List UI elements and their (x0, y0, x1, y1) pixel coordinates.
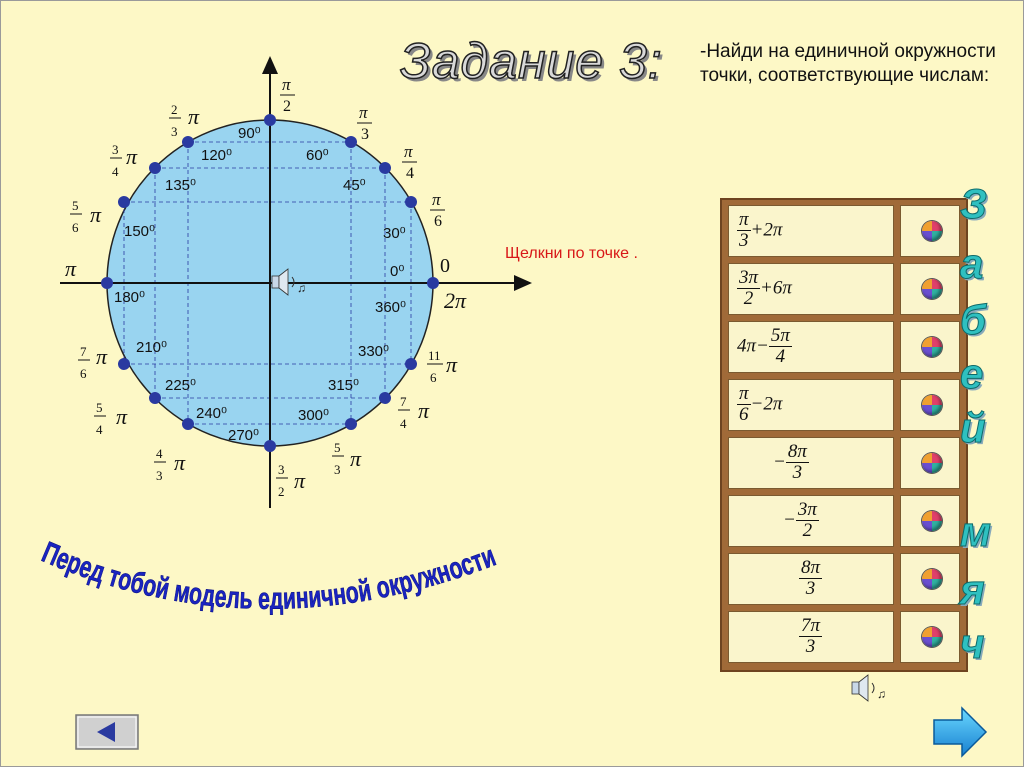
ball-icon[interactable] (922, 221, 942, 241)
svg-text:π: π (96, 344, 108, 369)
expression-cell: 4π− $\frac{5\pi}{4}$ (728, 321, 894, 373)
ball-icon[interactable] (922, 395, 942, 415)
svg-text:π: π (432, 190, 441, 209)
vertical-letter: я (960, 566, 985, 613)
svg-text:π: π (359, 103, 368, 122)
svg-text:π: π (404, 142, 413, 161)
deg-label-60: 60⁰ (306, 147, 329, 164)
svg-text:7: 7 (80, 344, 87, 359)
deg-label-30: 30⁰ (383, 225, 406, 242)
deg-label-0: 0⁰ (390, 263, 405, 280)
svg-text:♫: ♫ (877, 687, 886, 701)
vertical-letter: а (960, 240, 984, 287)
exercise-table (720, 198, 968, 672)
vertical-letter: е (960, 350, 984, 397)
svg-text:2: 2 (283, 98, 291, 115)
ball-icon[interactable] (922, 337, 942, 357)
svg-text:♫: ♫ (297, 281, 306, 295)
svg-text:3: 3 (334, 462, 341, 477)
deg-label-210: 210⁰ (136, 339, 168, 356)
svg-text:6: 6 (72, 220, 79, 235)
svg-text:Перед тобой модель единичной о (37, 536, 506, 616)
svg-text:2: 2 (278, 484, 285, 499)
speaker-icon[interactable] (850, 672, 890, 704)
table-row (728, 321, 960, 373)
svg-text:4: 4 (112, 164, 119, 179)
svg-text:7: 7 (400, 394, 407, 409)
expression-cell: − $\frac{8\pi}{3}$ (728, 437, 894, 489)
deg-label-315: 315⁰ (328, 377, 360, 394)
instruction-text: -Найди на единичной окружности точки, соответствующие числам: (700, 41, 996, 86)
deg-label-120: 120⁰ (201, 147, 233, 164)
svg-text:π: π (446, 352, 458, 377)
svg-text:π: π (116, 404, 128, 429)
svg-text:π: π (282, 75, 291, 94)
svg-text:π: π (350, 446, 362, 471)
answer-button-cell[interactable] (900, 321, 960, 373)
answer-button-cell[interactable] (900, 379, 960, 431)
vertical-letter: б (960, 296, 987, 343)
answer-button-cell[interactable] (900, 263, 960, 315)
arrow-right-icon (934, 708, 986, 756)
deg-label-240: 240⁰ (196, 405, 228, 422)
subtitle-wordart (0, 0, 560, 640)
expression-cell: $\frac{7\pi}{3}$ (728, 611, 894, 663)
svg-text:2: 2 (171, 102, 178, 117)
table-row (728, 611, 960, 663)
page-title: Задание 3: (400, 33, 663, 89)
svg-text:4: 4 (156, 446, 163, 461)
deg-label-360: 360⁰ (375, 299, 407, 316)
svg-text:π: π (126, 144, 138, 169)
table-row (728, 379, 960, 431)
label-pi: π (65, 256, 77, 281)
deg-label-90: 90⁰ (238, 125, 261, 142)
ball-icon[interactable] (922, 279, 942, 299)
vertical-letter: З (960, 180, 987, 227)
deg-label-45: 45⁰ (343, 177, 366, 194)
deg-label-270: 270⁰ (228, 427, 260, 444)
ball-icon[interactable] (922, 569, 942, 589)
table-row (728, 437, 960, 489)
deg-label-135: 135⁰ (165, 177, 197, 194)
deg-label-225: 225⁰ (165, 377, 197, 394)
expression-cell: $\frac{\pi}{6}$ −2π (728, 379, 894, 431)
svg-text:3: 3 (156, 468, 163, 483)
table-row (728, 553, 960, 605)
label-two-pi: 2π (444, 288, 467, 313)
svg-text:π: π (188, 104, 200, 129)
svg-text:4: 4 (406, 165, 414, 182)
svg-text:3: 3 (361, 126, 369, 143)
deg-label-330: 330⁰ (358, 343, 390, 360)
svg-text:π: π (418, 398, 430, 423)
svg-text:4: 4 (400, 416, 407, 431)
svg-text:11: 11 (428, 348, 441, 363)
click-hint: Щелкни по точке . (505, 245, 638, 262)
svg-text:3: 3 (112, 142, 119, 157)
back-button[interactable] (75, 714, 139, 750)
answer-button-cell[interactable] (900, 611, 960, 663)
deg-label-300: 300⁰ (298, 407, 330, 424)
answer-button-cell[interactable] (900, 553, 960, 605)
svg-text:6: 6 (434, 213, 442, 230)
svg-text:5: 5 (72, 198, 79, 213)
forward-button[interactable] (932, 706, 988, 758)
expression-cell: $\frac{3\pi}{2}$ +6π (728, 263, 894, 315)
ball-icon[interactable] (922, 453, 942, 473)
label-zero: 0 (440, 255, 450, 277)
svg-text:3: 3 (278, 462, 285, 477)
deg-label-150: 150⁰ (124, 223, 156, 240)
answer-button-cell[interactable] (900, 437, 960, 489)
table-row (728, 205, 960, 257)
vertical-letter: м (960, 508, 992, 555)
deg-label-180: 180⁰ (114, 289, 146, 306)
svg-text:5: 5 (96, 400, 103, 415)
expression-cell: $\frac{8\pi}{3}$ (728, 553, 894, 605)
answer-button-cell[interactable] (900, 205, 960, 257)
expression-cell: − $\frac{3\pi}{2}$ (728, 495, 894, 547)
subtitle-text: Перед тобой модель единичной окружности (37, 536, 506, 616)
ball-icon[interactable] (922, 627, 942, 647)
ball-icon[interactable] (922, 511, 942, 531)
answer-button-cell[interactable] (900, 495, 960, 547)
svg-text:3: 3 (171, 124, 178, 139)
svg-text:π: π (294, 468, 306, 493)
svg-text:6: 6 (430, 370, 437, 385)
svg-text:π: π (90, 202, 102, 227)
expression-cell: $\frac{\pi}{3}$ +2π (728, 205, 894, 257)
vertical-letter: й (960, 404, 986, 451)
svg-text:4: 4 (96, 422, 103, 437)
svg-text:π: π (174, 450, 186, 475)
table-row (728, 263, 960, 315)
table-row (728, 495, 960, 547)
svg-text:5: 5 (334, 440, 341, 455)
svg-text:6: 6 (80, 366, 87, 381)
vertical-letter: ч (960, 620, 985, 667)
